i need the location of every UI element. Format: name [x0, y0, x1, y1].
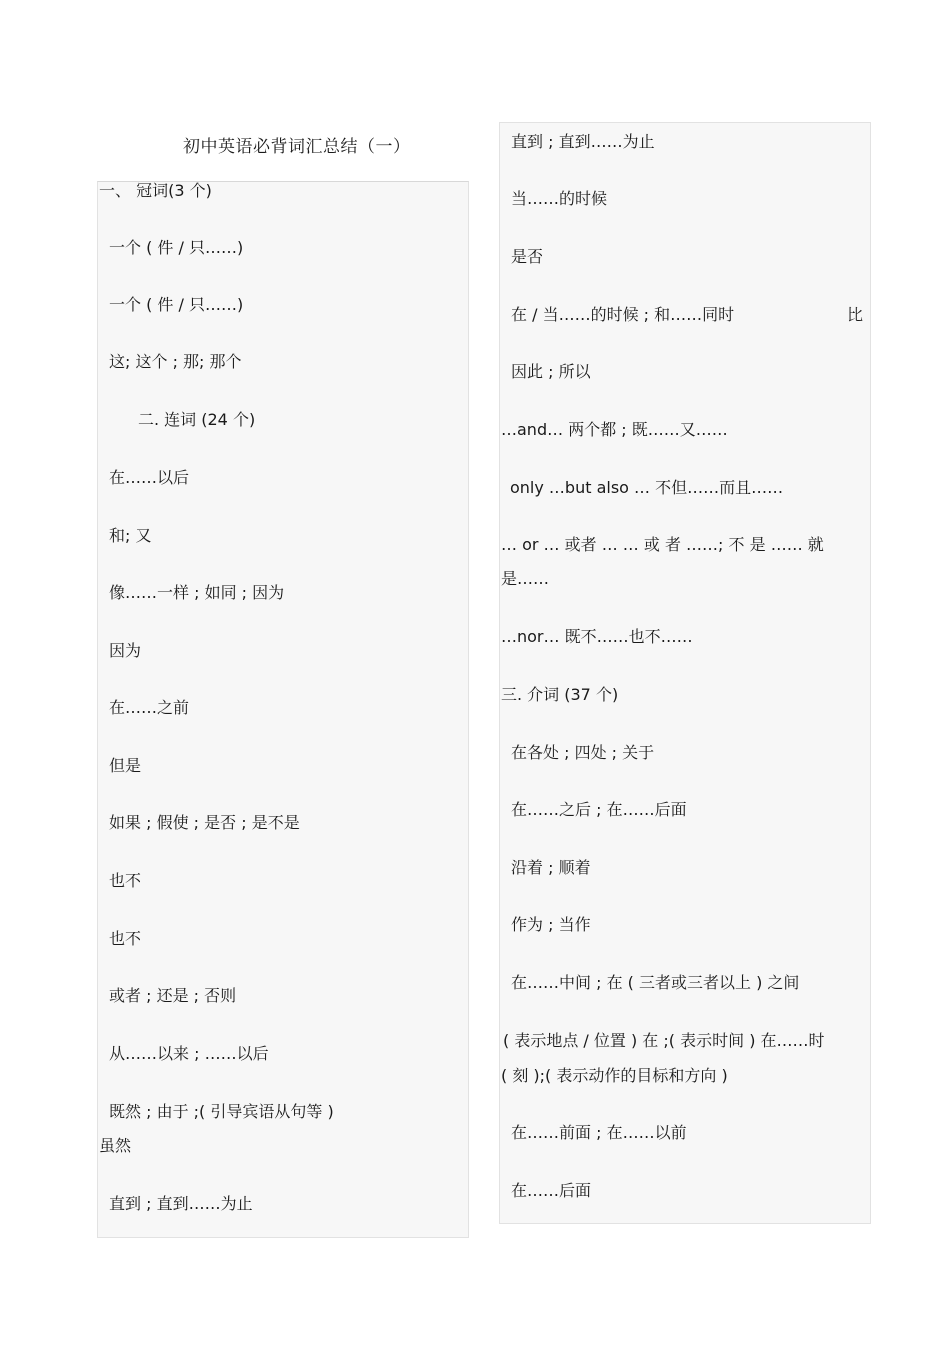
list-item: 但是 — [109, 756, 142, 775]
list-item: 是否 — [511, 247, 544, 266]
list-item: 因此 ; 所以 — [511, 362, 591, 381]
list-item: 从……以来 ; ……以后 — [109, 1044, 269, 1063]
list-item: 和; 又 — [109, 526, 152, 545]
list-item: 一个 ( 件 / 只……) — [109, 295, 244, 314]
section-heading-conjunctions: 二. 连词 (24 个) — [138, 410, 256, 429]
list-item: 虽然 — [99, 1136, 132, 1155]
list-item: 也不 — [109, 929, 142, 948]
list-item: 在 / 当……的时候 ; 和……同时 — [511, 305, 735, 324]
list-item: … or … 或者 … … 或 者 ……; 不 是 …… 就 — [501, 535, 824, 554]
list-item: 像……一样 ; 如同 ; 因为 — [109, 583, 285, 602]
list-item: ( 表示地点 / 位置 ) 在 ;( 表示时间 ) 在……时 — [503, 1031, 825, 1050]
list-item: 一个 ( 件 / 只……) — [109, 238, 244, 257]
list-item: 或者 ; 还是 ; 否则 — [109, 986, 237, 1005]
list-item: 是…… — [501, 569, 550, 588]
list-item: 因为 — [109, 641, 142, 660]
list-item: 直到 ; 直到……为止 — [511, 132, 655, 151]
list-item: …nor… 既不……也不…… — [501, 627, 693, 646]
list-item: only …but also … 不但……而且…… — [510, 478, 784, 497]
list-item: 在……后面 — [511, 1181, 592, 1200]
section-heading-prepositions: 三. 介词 (37 个) — [501, 685, 619, 704]
list-item: …and… 两个都 ; 既……又…… — [501, 420, 728, 439]
list-item: 作为 ; 当作 — [511, 915, 591, 934]
list-item: 在……前面 ; 在……以前 — [511, 1123, 687, 1142]
list-item: 当……的时候 — [511, 189, 608, 208]
document-title: 初中英语必背词汇总结（一） — [183, 137, 411, 157]
list-item: 直到 ; 直到……为止 — [109, 1194, 253, 1213]
list-item: 也不 — [109, 871, 142, 890]
list-item: 如果 ; 假使 ; 是否 ; 是不是 — [109, 813, 300, 832]
list-item: 既然 ; 由于 ;( 引导宾语从句等 ) — [109, 1102, 334, 1121]
list-item: 在……中间 ; 在 ( 三者或三者以上 ) 之间 — [511, 973, 800, 992]
list-item: ( 刻 );( 表示动作的目标和方向 ) — [501, 1066, 728, 1085]
list-item: 在……之前 — [109, 698, 190, 717]
section-heading-articles: 一、 冠词(3 个) — [99, 181, 212, 200]
list-item: 在……之后 ; 在……后面 — [511, 800, 687, 819]
list-item: 在……以后 — [109, 468, 190, 487]
list-item: 这; 这个 ; 那; 那个 — [109, 352, 242, 371]
list-item: 比 — [847, 305, 864, 324]
list-item: 在各处 ; 四处 ; 关于 — [511, 743, 655, 762]
list-item: 沿着 ; 顺着 — [511, 858, 591, 877]
right-column — [499, 122, 871, 1224]
